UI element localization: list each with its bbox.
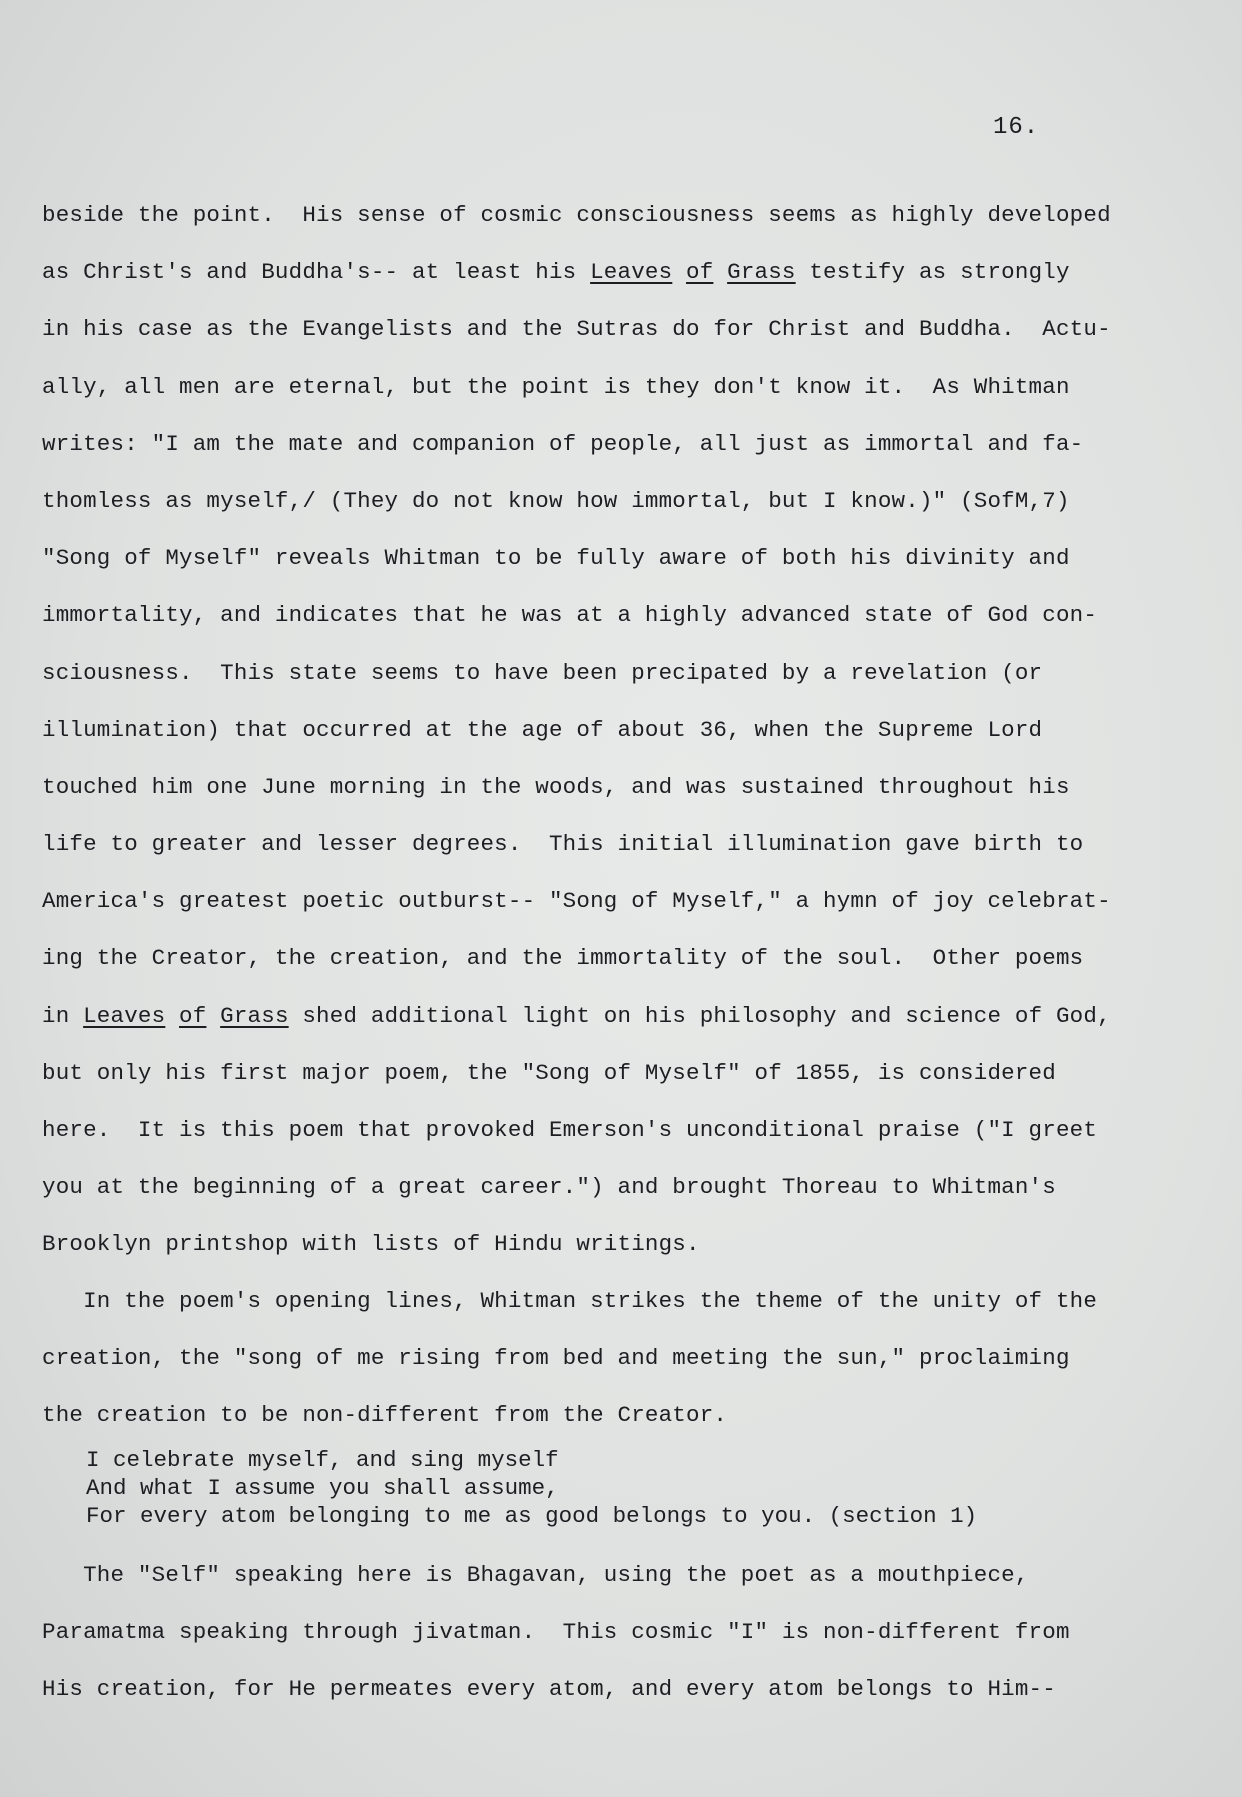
text-run: testify as strongly bbox=[795, 259, 1070, 286]
text-run bbox=[206, 1003, 220, 1029]
text-line bbox=[42, 1558, 1232, 1615]
text-line bbox=[42, 1227, 1232, 1284]
text-line bbox=[42, 255, 1232, 312]
text-line bbox=[42, 312, 1232, 369]
text-run: in his case as the Evangelists and the Sutras do for Christ and Buddha. Actu- bbox=[42, 316, 1111, 343]
text-run: illumination) that occurred at the age of about 36, when the Supreme Lord bbox=[42, 716, 1043, 743]
text-run: "Song of Myself" reveals Whitman to be fully aware of both his divinity and bbox=[42, 545, 1070, 572]
text-line bbox=[42, 1284, 1232, 1341]
page-number: 16. bbox=[993, 114, 1040, 141]
verse-quotation bbox=[86, 1446, 1186, 1530]
text-line bbox=[42, 1341, 1232, 1398]
text-run: creation, the "song of me rising from bed and meeting the sun," proclaiming bbox=[42, 1345, 1070, 1372]
text-line bbox=[42, 827, 1232, 884]
text-run: The "Self" speaking here is Bhagavan, using the poet as a mouthpiece, bbox=[42, 1562, 1029, 1588]
text-line bbox=[42, 1113, 1232, 1170]
text-line bbox=[42, 1170, 1232, 1227]
text-run: here. It is this poem that provoked Emerson's unconditional praise ("I greet bbox=[42, 1117, 1098, 1143]
text-run: Brooklyn printshop with lists of Hindu writings. bbox=[42, 1231, 700, 1258]
underlined-title: of bbox=[686, 259, 714, 286]
underlined-title: of bbox=[179, 1002, 207, 1029]
underlined-title: Leaves bbox=[590, 259, 673, 286]
text-run: life to greater and lesser degrees. This initial illumination gave birth to bbox=[42, 831, 1084, 858]
paragraph-2 bbox=[42, 1284, 1232, 1456]
paragraph-3 bbox=[42, 1558, 1232, 1730]
verse-line: For every atom belonging to me as good belongs to you. (section 1) bbox=[86, 1503, 978, 1529]
paragraph-1 bbox=[42, 198, 1232, 1285]
text-run bbox=[165, 1003, 179, 1029]
text-run: beside the point. His sense of cosmic consciousness seems as highly developed bbox=[42, 202, 1111, 228]
underlined-title: Leaves bbox=[83, 1002, 166, 1029]
text-line bbox=[42, 598, 1232, 655]
text-run: touched him one June morning in the woods, and was sustained throughout his bbox=[42, 773, 1070, 800]
text-run: America's greatest poetic outburst-- "Song of Myself," a hymn of joy celebrat- bbox=[42, 888, 1111, 915]
text-run: sciousness. This state seems to have been precipated by a revelation (or bbox=[42, 659, 1043, 686]
text-line bbox=[42, 484, 1232, 541]
text-run: you at the beginning of a great career.") and brought Thoreau to Whitman's bbox=[42, 1174, 1056, 1201]
text-line bbox=[42, 770, 1232, 827]
text-run: immortality, and indicates that he was at a highly advanced state of God con- bbox=[42, 602, 1098, 629]
text-run bbox=[713, 259, 727, 285]
text-run: writes: "I am the mate and companion of people, all just as immortal and fa- bbox=[42, 430, 1084, 457]
text-run: but only his first major poem, the "Song of Myself" of 1855, is considered bbox=[42, 1059, 1056, 1086]
underlined-title: Grass bbox=[220, 1002, 289, 1029]
text-line bbox=[42, 1056, 1232, 1113]
underlined-title: Grass bbox=[727, 259, 796, 286]
verse-line: I celebrate myself, and sing myself bbox=[86, 1447, 559, 1473]
text-line bbox=[42, 198, 1232, 255]
text-run: ally, all men are eternal, but the point is they don't know it. As Whitman bbox=[42, 373, 1070, 400]
text-line bbox=[42, 999, 1232, 1056]
text-line bbox=[42, 1615, 1232, 1672]
text-run: as Christ's and Buddha's-- at least his bbox=[42, 259, 591, 286]
text-run: ing the Creator, the creation, and the immortality of the soul. Other poems bbox=[42, 945, 1084, 972]
text-line bbox=[42, 427, 1232, 484]
text-run: in bbox=[42, 1002, 84, 1029]
text-run: His creation, for He permeates every atom, and every atom belongs to Him-- bbox=[42, 1676, 1056, 1703]
text-line bbox=[42, 1672, 1232, 1729]
text-line bbox=[42, 370, 1232, 427]
text-run: shed additional light on his philosophy and science of God, bbox=[288, 1002, 1111, 1029]
text-line bbox=[42, 884, 1232, 941]
text-run: thomless as myself,/ (They do not know how immortal, but I know.)" (SofM,7) bbox=[42, 487, 1070, 514]
text-run: Paramatma speaking through jivatman. This cosmic "I" is non-different from bbox=[42, 1619, 1070, 1646]
text-line bbox=[42, 941, 1232, 998]
verse-line: And what I assume you shall assume, bbox=[86, 1475, 559, 1501]
text-line bbox=[42, 541, 1232, 598]
text-line bbox=[42, 713, 1232, 770]
text-run bbox=[672, 259, 686, 285]
text-run: the creation to be non-different from the Creator. bbox=[42, 1402, 728, 1429]
text-run: In the poem's opening lines, Whitman strikes the theme of the unity of the bbox=[42, 1288, 1098, 1314]
text-line bbox=[42, 656, 1232, 713]
